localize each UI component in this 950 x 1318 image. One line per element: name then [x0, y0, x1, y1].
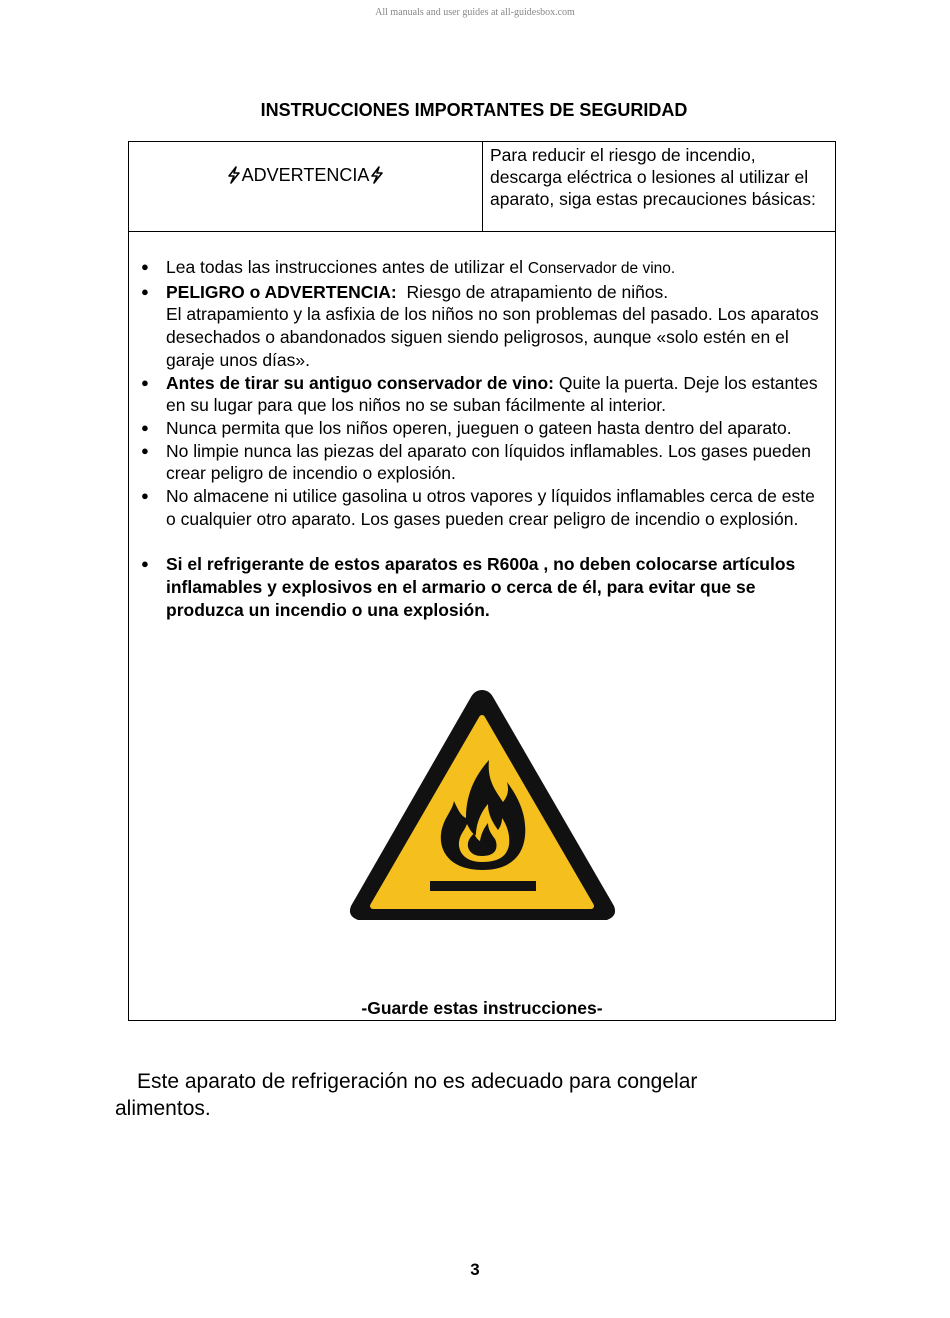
note-line: alimentos. — [115, 1097, 211, 1120]
lightning-icon — [226, 166, 242, 184]
list-item — [129, 372, 835, 417]
page-title: INSTRUCCIONES IMPORTANTES DE SEGURIDAD — [260, 100, 688, 120]
list-item — [129, 256, 835, 281]
item-text: No almacene ni utilice gasolina u otros vapores y líquidos inflamables cerca de este o cualquier otro aparato. Los gases pueden crear peligro de incendio o explosión. — [166, 486, 815, 529]
list-item — [129, 485, 835, 530]
warning-text: Para reducir el riesgo de incendio, descarga eléctrica o lesiones al utilizar el aparato, siga estas precauciones básicas: — [490, 145, 816, 209]
freezing-note — [115, 1068, 795, 1122]
item-text-continued: El atrapamiento y la asfixia de los niños no son problemas del pasado. Los aparatos desechados o abandonados siguen siendo peligrosos, aunque «solo estén en el garaje unos días». — [166, 304, 819, 370]
bullet-icon: ● — [141, 283, 149, 299]
item-text: No limpie nunca las piezas del aparato con líquidos inflamables. Los gases pueden crear peligro de incendio o explosión. — [166, 440, 811, 484]
header-note: All manuals and user guides at all-guidesbox.com — [375, 7, 575, 18]
bullet-icon: ● — [141, 556, 149, 572]
list-item — [129, 417, 835, 440]
item-text: Lea todas las instrucciones antes de utilizar el — [166, 257, 528, 277]
item-text-small: Conservador de vino. — [527, 260, 676, 277]
item-lead: PELIGRO o ADVERTENCIA: — [166, 281, 397, 302]
list-item — [129, 281, 835, 372]
warning-label — [129, 164, 482, 186]
bullet-icon: ● — [141, 488, 149, 504]
item-text: Quite la puerta. Deje los estantes en su lugar para que los niños no se suban fácilmente al interior. — [166, 372, 818, 416]
save-instructions: -Guarde estas instrucciones- — [361, 998, 603, 1018]
lightning-icon — [369, 166, 385, 184]
item-text: Nunca permita que los niños operen, jueguen o gateen hasta dentro del aparato. — [166, 417, 792, 438]
page-number: 3 — [470, 1260, 480, 1279]
bullet-icon: ● — [141, 374, 149, 390]
warning-label-text: ADVERTENCIA — [241, 165, 370, 185]
bullet-icon: ● — [141, 419, 149, 435]
list-item — [129, 440, 835, 485]
item-text: Si el refrigerante de estos aparatos es R600a , no deben colocarse artículos inflamables y explosivos en el armario o cerca de él, para evitar que se produzca un incendio o una explosión. — [166, 554, 796, 620]
warning-label-cell — [129, 142, 483, 231]
safety-list — [129, 256, 835, 622]
list-item — [129, 553, 835, 621]
bullet-icon: ● — [141, 259, 149, 274]
safety-box — [128, 141, 836, 1021]
note-line: Este aparato de refrigeración no es adecuado para congelar — [137, 1070, 698, 1093]
item-text: Riesgo de atrapamiento de niños. — [396, 281, 669, 302]
warning-header — [129, 142, 835, 232]
flammable-warning-icon — [345, 684, 620, 926]
item-lead: Antes de tirar su antiguo conservador de vino: — [166, 372, 554, 393]
bullet-icon: ● — [141, 442, 149, 458]
